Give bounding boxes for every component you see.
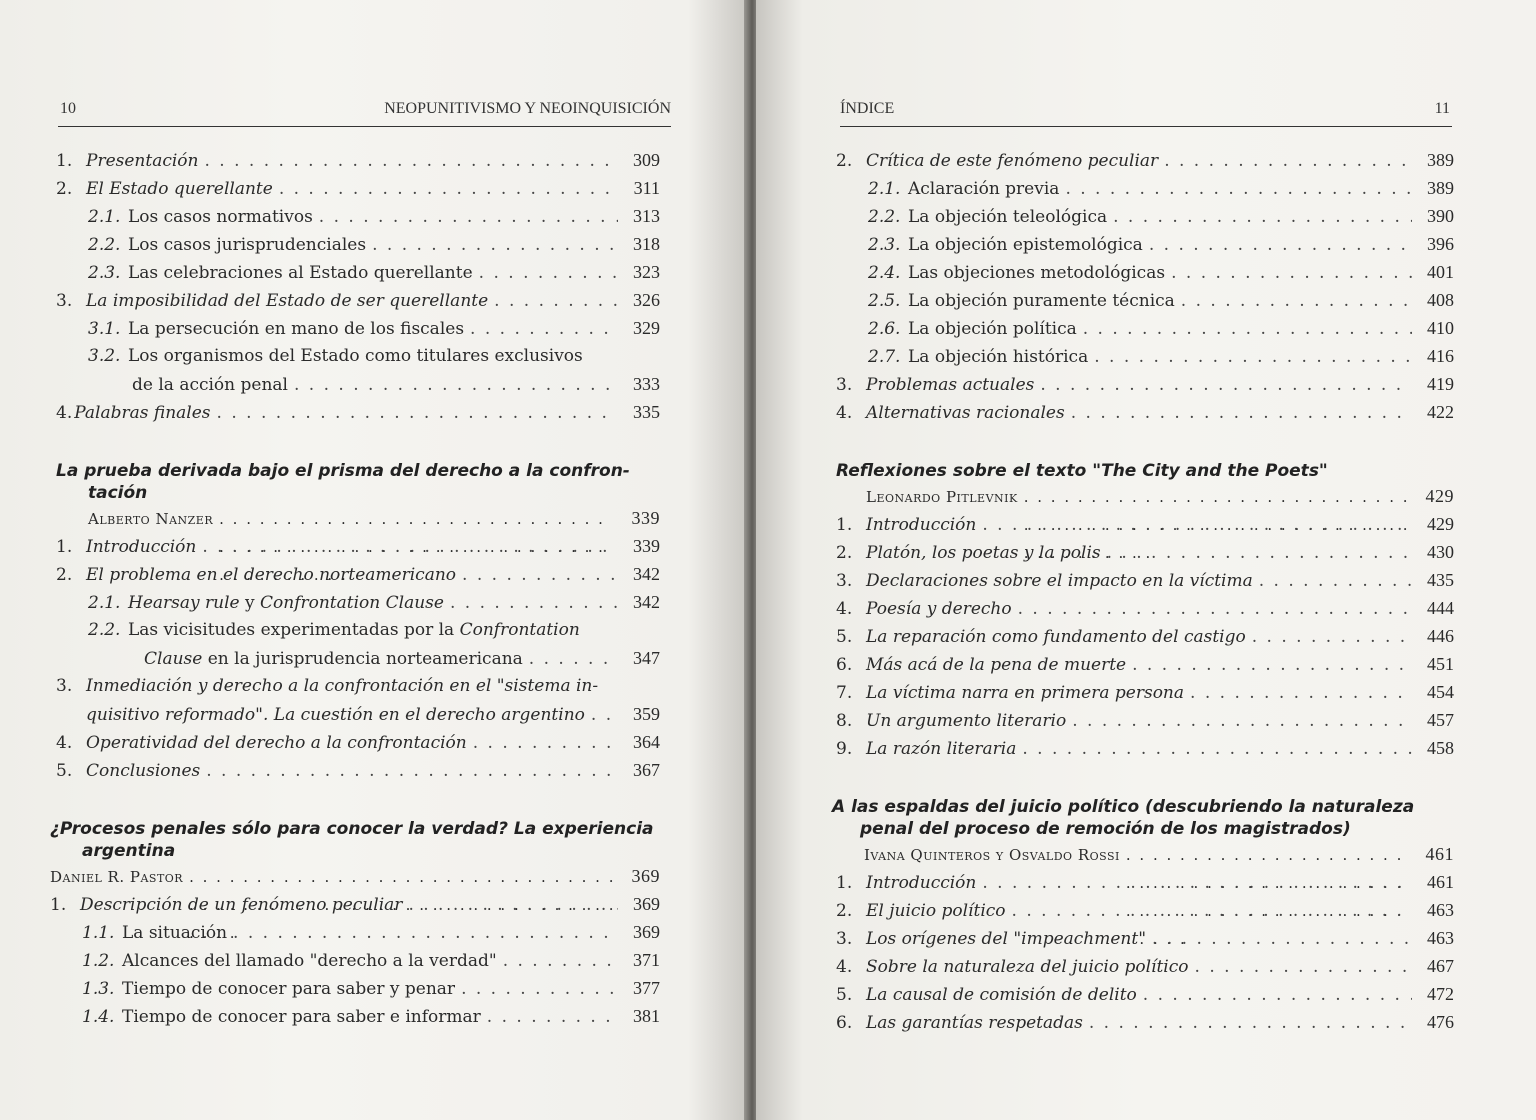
- dot-leader: [294, 371, 618, 399]
- toc-entry[interactable]: [56, 398, 660, 426]
- entry-page: 389: [1427, 150, 1454, 170]
- entry-title: La persecución en mano de los fiscales: [128, 319, 465, 339]
- right-page: [756, 0, 1536, 1120]
- entry-page: 369: [633, 922, 660, 942]
- entry-number: 9.: [836, 739, 853, 759]
- entry-number: 6.: [836, 655, 853, 675]
- toc-entry[interactable]: [56, 286, 660, 314]
- entry-title: Presentación: [86, 151, 199, 171]
- chapter-author: [836, 482, 1454, 510]
- entry-number: 3.1.: [88, 319, 121, 339]
- dot-leader: [487, 1003, 618, 1031]
- toc-subentry[interactable]: [836, 286, 1454, 314]
- entry-title: La objeción histórica: [908, 347, 1089, 367]
- entry-page: 323: [633, 262, 660, 282]
- chapter-title-line: penal del proceso de remoción de los magistrados): [860, 819, 1351, 839]
- entry-page: 347: [633, 648, 660, 668]
- entry-page: 429: [1427, 514, 1454, 534]
- entry-page: 461: [1427, 872, 1454, 892]
- entry-title: La objeción epistemológica: [908, 235, 1143, 255]
- entry-title: Inmediación y derecho a la confrontación en el "sistema in-: [86, 676, 599, 696]
- entry-page: 367: [633, 760, 660, 780]
- dot-leader: [1072, 707, 1412, 735]
- entry-number: 1.: [56, 537, 73, 557]
- entry-page: 446: [1427, 626, 1454, 646]
- entry-number: 2.5.: [868, 291, 901, 311]
- entry-title: Tiempo de conocer para saber y penar: [122, 979, 456, 999]
- dot-leader: [1071, 399, 1412, 427]
- entry-page: 371: [633, 950, 660, 970]
- entry-number: 1.: [50, 895, 67, 915]
- dot-leader: [982, 511, 1412, 539]
- dot-leader: [503, 947, 618, 975]
- toc-subentry[interactable]: [836, 342, 1454, 370]
- author-name: Daniel R. Pastor: [50, 868, 184, 886]
- entry-title: Conclusiones: [86, 761, 201, 781]
- dot-leader: [494, 287, 618, 315]
- entry-number: 4.: [56, 403, 73, 423]
- toc-entry[interactable]: [56, 146, 660, 174]
- entry-page: 408: [1427, 290, 1454, 310]
- entry-number: 1.: [56, 151, 73, 171]
- author-name: Leonardo Pitlevnik: [866, 488, 1018, 506]
- toc-entry[interactable]: [50, 890, 660, 918]
- entry-title: El Estado querellante: [86, 179, 273, 199]
- entry-page: 472: [1427, 984, 1454, 1004]
- toc-entry[interactable]: [836, 370, 1454, 398]
- toc-entry[interactable]: [836, 734, 1454, 762]
- entry-number: 2.1.: [868, 179, 901, 199]
- toc-subentry[interactable]: [50, 946, 660, 974]
- entry-page: 342: [633, 564, 660, 584]
- entry-number: 6.: [836, 1013, 853, 1033]
- entry-title: Tiempo de conocer para saber e informar: [122, 1007, 481, 1027]
- entry-title-plain: Las vicisitudes experimentadas por la: [128, 620, 460, 640]
- dot-leader: [319, 203, 618, 231]
- left-running-header: [58, 96, 671, 127]
- entry-number: 2.4.: [868, 263, 901, 283]
- entry-title: Los casos jurisprudenciales: [128, 235, 367, 255]
- toc-entry[interactable]: [836, 622, 1454, 650]
- entry-title: Un argumento literario: [866, 711, 1067, 731]
- entry-page: 467: [1427, 956, 1454, 976]
- entry-page: 390: [1427, 206, 1454, 226]
- dot-leader: [1132, 651, 1412, 679]
- toc-entry-continued[interactable]: [56, 700, 660, 728]
- chapter-title-line: Reflexiones sobre el texto "The City and the Poets": [836, 461, 1328, 481]
- entry-number: 2.1.: [88, 207, 121, 227]
- entry-page: 318: [633, 234, 660, 254]
- entry-title: La causal de comisión de delito: [866, 985, 1137, 1005]
- entry-title: Introducción: [866, 873, 977, 893]
- entry-title: Platón, los poetas y la polis: [866, 543, 1101, 563]
- right-toc-column: [832, 146, 1454, 1036]
- entry-page: 313: [633, 206, 660, 226]
- dot-leader: [279, 175, 618, 203]
- dot-leader: [1018, 595, 1412, 623]
- dot-leader: [1113, 203, 1412, 231]
- chapter-title[interactable]: [56, 460, 660, 504]
- chapter-title-line: La prueba derivada bajo el prisma del derecho a la confron-: [56, 461, 630, 481]
- entry-page: 463: [1427, 900, 1454, 920]
- toc-subentry[interactable]: [50, 918, 660, 946]
- entry-number: 2.3.: [868, 235, 901, 255]
- entry-number: 7.: [836, 683, 853, 703]
- entry-title: La razón literaria: [866, 739, 1017, 759]
- entry-page: 429: [1425, 486, 1454, 506]
- toc-entry[interactable]: [836, 398, 1454, 426]
- entry-page: 410: [1427, 318, 1454, 338]
- entry-page: 309: [633, 150, 660, 170]
- entry-title: Crítica de este fenómeno peculiar: [866, 151, 1159, 171]
- entry-title: La objeción puramente técnica: [908, 291, 1175, 311]
- entry-page: 377: [633, 978, 660, 998]
- entry-title: Operatividad del derecho a la confrontación: [86, 733, 467, 753]
- dot-leader: [982, 869, 1412, 897]
- entry-page: 364: [633, 732, 660, 752]
- dot-leader: [1107, 539, 1412, 567]
- toc-entry[interactable]: [836, 510, 1454, 538]
- toc-subentry[interactable]: [56, 588, 660, 616]
- entry-number: 3.2.: [88, 346, 121, 366]
- entry-page: 458: [1427, 738, 1454, 758]
- author-name: Alberto Nanzer: [88, 510, 214, 528]
- entry-page: 329: [633, 318, 660, 338]
- dot-leader: [529, 645, 618, 673]
- entry-page: 416: [1427, 346, 1454, 366]
- chapter-title-line: argentina: [82, 841, 176, 861]
- left-running-head: NEOPUNITIVISMO Y NEOINQUISICIÓN: [384, 100, 671, 117]
- entry-title-italic: Hearsay rule: [128, 593, 240, 613]
- entry-title: La objeción política: [908, 319, 1077, 339]
- toc-entry[interactable]: [836, 1008, 1454, 1036]
- entry-number: 1.: [836, 515, 853, 535]
- entry-number: 4.: [836, 957, 853, 977]
- toc-entry[interactable]: [836, 896, 1454, 924]
- dot-leader: [1083, 315, 1412, 343]
- toc-subentry[interactable]: [836, 230, 1454, 258]
- toc-entry[interactable]: [836, 868, 1454, 896]
- toc-subentry-continued[interactable]: [56, 370, 660, 398]
- dot-leader: [473, 729, 618, 757]
- entry-page: 342: [633, 592, 660, 612]
- entry-page: 339: [633, 536, 660, 556]
- entry-number: 3.: [56, 676, 73, 696]
- dot-leader: [206, 757, 618, 785]
- dot-leader: [1252, 623, 1412, 651]
- entry-number: 2.2.: [868, 207, 901, 227]
- entry-number: 2.: [836, 901, 853, 921]
- entry-page: 463: [1427, 928, 1454, 948]
- dot-leader: [1065, 175, 1412, 203]
- entry-number: 5.: [836, 985, 853, 1005]
- left-page: [0, 0, 748, 1120]
- toc-subentry[interactable]: [56, 616, 660, 644]
- toc-subentry[interactable]: [836, 174, 1454, 202]
- dot-leader: [1012, 897, 1412, 925]
- entry-number: 5.: [836, 627, 853, 647]
- entry-number: 3.: [836, 375, 853, 395]
- dot-leader: [1089, 1009, 1412, 1037]
- author-name: Ivana Quinteros y Osvaldo Rossi: [864, 846, 1120, 864]
- entry-title: Aclaración previa: [908, 179, 1060, 199]
- entry-number: 2.: [836, 543, 853, 563]
- toc-subentry[interactable]: [56, 314, 660, 342]
- entry-title: Declaraciones sobre el impacto en la víctima: [866, 571, 1253, 591]
- toc-subentry[interactable]: [50, 974, 660, 1002]
- toc-subentry[interactable]: [50, 1002, 660, 1030]
- dot-leader: [1022, 735, 1412, 763]
- left-toc-column: [50, 146, 660, 1030]
- toc-entry[interactable]: [836, 650, 1454, 678]
- entry-page: 339: [631, 508, 660, 528]
- entry-number: 3.: [836, 571, 853, 591]
- entry-number: 2.7.: [868, 347, 901, 367]
- toc-subentry-continued[interactable]: [56, 644, 660, 672]
- entry-page: 401: [1427, 262, 1454, 282]
- dot-leader: [470, 315, 618, 343]
- chapter-title-line: tación: [88, 483, 148, 503]
- entry-number: 2.6.: [868, 319, 901, 339]
- dot-leader: [217, 399, 618, 427]
- dot-leader: [1259, 567, 1412, 595]
- entry-title: La imposibilidad del Estado de ser querellante: [86, 291, 489, 311]
- dot-leader: [204, 147, 618, 175]
- toc-subentry[interactable]: [56, 258, 660, 286]
- entry-page: 430: [1427, 542, 1454, 562]
- entry-title: Alternativas racionales: [866, 403, 1065, 423]
- entry-number: 1.2.: [82, 951, 115, 971]
- dot-leader: [462, 561, 618, 589]
- toc-subentry[interactable]: [56, 202, 660, 230]
- toc-entry[interactable]: [836, 538, 1454, 566]
- entry-title: El juicio político: [866, 901, 1006, 921]
- dot-leader: [372, 231, 618, 259]
- entry-title: Las objeciones metodológicas: [908, 263, 1166, 283]
- dot-leader: [1094, 343, 1412, 371]
- toc-entry[interactable]: [836, 566, 1454, 594]
- entry-page: 369: [631, 866, 660, 886]
- entry-page: 389: [1427, 178, 1454, 198]
- chapter-title[interactable]: [836, 460, 1454, 482]
- chapter-author: [50, 862, 660, 890]
- entry-title: Las celebraciones al Estado querellante: [128, 263, 473, 283]
- entry-title: Descripción de un fenómeno peculiar: [80, 895, 403, 915]
- entry-title-continued: de la acción penal: [132, 375, 288, 395]
- toc-entry[interactable]: [836, 594, 1454, 622]
- toc-entry[interactable]: [56, 174, 660, 202]
- entry-title: El problema en el derecho norteamericano: [86, 565, 457, 585]
- entry-page: 369: [633, 894, 660, 914]
- chapter-author: [56, 504, 660, 532]
- entry-number: 4.: [836, 403, 853, 423]
- entry-page: 451: [1427, 654, 1454, 674]
- entry-number: 2.2.: [88, 620, 121, 640]
- dot-leader: [1149, 231, 1412, 259]
- dot-leader: [1181, 287, 1412, 315]
- toc-subentry[interactable]: [836, 314, 1454, 342]
- entry-title: Los organismos del Estado como titulares exclusivos: [128, 346, 583, 366]
- dot-leader: [1152, 925, 1412, 953]
- toc-entry[interactable]: [836, 146, 1454, 174]
- toc-entry[interactable]: [56, 672, 660, 700]
- chapter-title-line: ¿Procesos penales sólo para conocer la verdad? La experiencia: [50, 819, 654, 839]
- entry-page: 333: [633, 374, 660, 394]
- entry-number: 3.: [56, 291, 73, 311]
- right-running-head: ÍNDICE: [840, 100, 895, 117]
- entry-number: 3.: [836, 929, 853, 949]
- entry-page: 435: [1427, 570, 1454, 590]
- entry-page: 359: [633, 704, 660, 724]
- toc-entry[interactable]: [836, 678, 1454, 706]
- entry-title: Introducción: [866, 515, 977, 535]
- entry-number: 2.: [56, 565, 73, 585]
- entry-title-plain: en la jurisprudencia norteamericana: [202, 649, 523, 669]
- entry-page: 419: [1427, 374, 1454, 394]
- entry-title: Sobre la naturaleza del juicio político: [866, 957, 1189, 977]
- dot-leader: [479, 259, 618, 287]
- toc-entry[interactable]: [836, 980, 1454, 1008]
- entry-page: 335: [633, 402, 660, 422]
- toc-subentry[interactable]: [56, 342, 660, 370]
- toc-subentry[interactable]: [836, 202, 1454, 230]
- chapter-title[interactable]: [50, 818, 660, 862]
- entry-title-continued: [144, 645, 523, 673]
- entry-title: La objeción teleológica: [908, 207, 1108, 227]
- entry-number: 4.: [56, 733, 73, 753]
- entry-page: 476: [1427, 1012, 1454, 1032]
- chapter-author: [836, 840, 1454, 868]
- entry-number: 1.3.: [82, 979, 115, 999]
- entry-title: Palabras finales: [74, 403, 211, 423]
- entry-title: La reparación como fundamento del castigo: [866, 627, 1246, 647]
- entry-number: 1.: [836, 873, 853, 893]
- toc-entry[interactable]: [56, 728, 660, 756]
- entry-page: 396: [1427, 234, 1454, 254]
- dot-leader: [591, 701, 618, 729]
- entry-title-italic: Confrontation Clause: [260, 593, 444, 613]
- entry-title: La situación: [122, 923, 228, 943]
- dot-leader: [233, 919, 618, 947]
- toc-entry[interactable]: [836, 924, 1454, 952]
- toc-entry[interactable]: [56, 756, 660, 784]
- entry-title-continued: quisitivo reformado". La cuestión en el derecho argentino: [86, 705, 585, 725]
- entry-title: Más acá de la pena de muerte: [866, 655, 1127, 675]
- left-page-number: 10: [60, 100, 76, 117]
- entry-number: 2.3.: [88, 263, 121, 283]
- dot-leader: [461, 975, 618, 1003]
- entry-number: 2.: [56, 179, 73, 199]
- entry-page: 381: [633, 1006, 660, 1026]
- toc-subentry[interactable]: [836, 258, 1454, 286]
- toc-entry[interactable]: [836, 706, 1454, 734]
- entry-title-italic: Confrontation: [459, 620, 580, 640]
- entry-number: 5.: [56, 761, 73, 781]
- right-page-number: 11: [1434, 100, 1450, 117]
- entry-title: Poesía y derecho: [866, 599, 1012, 619]
- entry-page: 422: [1427, 402, 1454, 422]
- entry-title-italic: Clause: [144, 649, 203, 669]
- entry-title: Problemas actuales: [866, 375, 1035, 395]
- dot-leader: [202, 533, 618, 561]
- chapter-title-line: A las espaldas del juicio político (descubriendo la naturaleza: [832, 797, 1415, 817]
- entry-title: La víctima narra en primera persona: [866, 683, 1185, 703]
- dot-leader: [1190, 679, 1412, 707]
- entry-page: 311: [633, 178, 660, 198]
- entry-title: Los orígenes del "impeachment": [866, 929, 1147, 949]
- dot-leader: [408, 891, 618, 919]
- entry-page: 454: [1427, 682, 1454, 702]
- entry-number: 2.1.: [88, 593, 121, 613]
- entry-title-plain: y: [239, 593, 261, 613]
- toc-entry[interactable]: [836, 952, 1454, 980]
- entry-number: 8.: [836, 711, 853, 731]
- dot-leader: [450, 589, 618, 617]
- entry-page: 444: [1427, 598, 1454, 618]
- dot-leader: [1164, 147, 1412, 175]
- toc-entry[interactable]: [56, 532, 660, 560]
- entry-number: 2.: [836, 151, 853, 171]
- right-running-header: [840, 96, 1452, 127]
- dot-leader: [1040, 371, 1412, 399]
- entry-number: 1.4.: [82, 1007, 115, 1027]
- entry-number: 1.1.: [82, 923, 115, 943]
- dot-leader: [1143, 981, 1412, 1009]
- entry-title: Las garantías respetadas: [866, 1013, 1083, 1033]
- entry-page: 457: [1427, 710, 1454, 730]
- dot-leader: [1195, 953, 1412, 981]
- chapter-title[interactable]: [832, 796, 1454, 840]
- entry-title: Los casos normativos: [128, 207, 313, 227]
- entry-title: Introducción: [86, 537, 197, 557]
- entry-page: 461: [1425, 844, 1454, 864]
- toc-entry[interactable]: [56, 560, 660, 588]
- entry-page: 326: [633, 290, 660, 310]
- entry-number: 2.2.: [88, 235, 121, 255]
- entry-number: 4.: [836, 599, 853, 619]
- entry-title: [128, 616, 580, 644]
- toc-subentry[interactable]: [56, 230, 660, 258]
- entry-title: [128, 589, 444, 617]
- dot-leader: [1171, 259, 1412, 287]
- entry-title: Alcances del llamado "derecho a la verdad": [122, 951, 497, 971]
